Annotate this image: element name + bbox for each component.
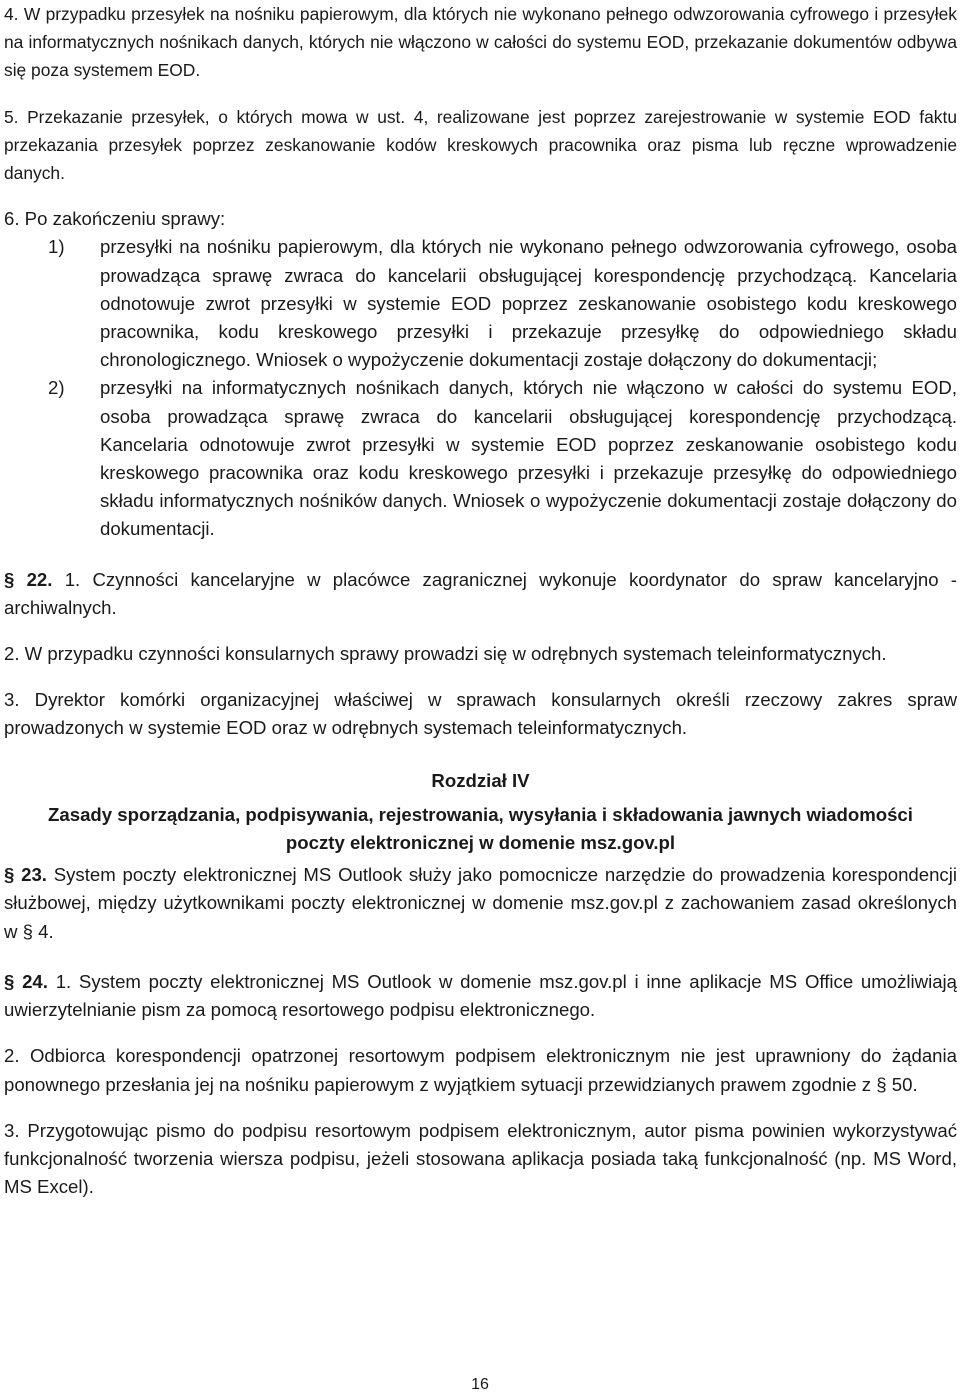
section-22-paragraph-1 <box>4 566 957 622</box>
section-24-paragraph-1 <box>4 968 957 1024</box>
section-mark: § 22. <box>4 568 53 590</box>
chapter-subtitle-line-1: Zasady sporządzania, podpisywania, rejestrowania, wysyłania i składowania jawnych wiadomości <box>48 803 913 825</box>
list-item <box>4 374 957 543</box>
list-item-number: 2) <box>48 377 65 399</box>
list-item-text: przesyłki na nośniku papierowym, dla których nie wykonano pełnego odwzorowania cyfrowego, osoba prowadząca sprawę zwraca do kancelarii obsługującej korespondencję przychodzącą. Kancelaria odnotowuje zwrot przesyłki w systemie EOD poprzez zeskanowanie osobistego kodu kreskowego pracownika, kodu kreskowego przesyłki i przekazuje przesyłkę do odpowiedniego składu chronologicznego. Wniosek o wypożyczenie dokumentacji zostaje dołączony do dokumentacji; <box>100 236 957 371</box>
document-page <box>4 0 957 1201</box>
paragraph-6-intro: 6. Po zakończeniu sprawy: <box>4 208 226 230</box>
page-number: 16 <box>471 1376 489 1393</box>
section-mark: § 24. <box>4 970 48 992</box>
chapter-subtitle-line-2: poczty elektronicznej w domenie msz.gov.pl <box>285 832 676 854</box>
section-22-paragraph-3: 3. Dyrektor komórki organizacyjnej właściwej w sprawach konsularnych określi rzeczowy zakres spraw prowadzonych w systemie EOD oraz w odrębnych systemach teleinformatycznych. <box>4 689 957 739</box>
section-text: System poczty elektronicznej MS Outlook służy jako pomocnicze narzędzie do prowadzenia korespondencji służbowej, między użytkownikami poczty elektronicznej w domenie msz.gov.pl z zachowaniem zasad określonych w § 4. <box>4 864 957 942</box>
list-item-text: przesyłki na informatycznych nośnikach danych, których nie włączono w całości do systemu EOD, osoba prowadząca sprawę zwraca do kancelarii obsługującej korespondencję przychodzącą. Kancelaria odnotowuje zwrot przesyłki w systemie EOD poprzez zeskanowanie osobistego kodu kreskowego pracownika oraz kodu kreskowego przesyłki i przekazuje przesyłkę do odpowiedniego składu informatycznych nośników danych. Wniosek o wypożyczenie dokumentacji zostaje dołączony do dokumentacji. <box>100 377 957 540</box>
chapter-title: Rozdział IV <box>431 769 530 791</box>
paragraph-5: 5. Przekazanie przesyłek, o których mowa w ust. 4, realizowane jest poprzez zarejestrowanie w systemie EOD faktu przekazania przesyłek poprzez zeskanowanie kodów kreskowych pracownika oraz pisma lub ręczne wprowadzenie danych. <box>4 106 957 184</box>
list-item <box>4 233 957 374</box>
paragraph-4: 4. W przypadku przesyłek na nośniku papierowym, dla których nie wykonano pełnego odwzorowania cyfrowego i przesyłek na informatycznych nośnikach danych, których nie włączono w całości do systemu EOD, przekazanie dokumentów odbywa się poza systemem EOD. <box>4 4 957 81</box>
section-24-paragraph-2: 2. Odbiorca korespondencji opatrzonej resortowym podpisem elektronicznym nie jest uprawniony do żądania ponownego przesłania jej na nośniku papierowym z wyjątkiem sytuacji przewidzianych prawem zgodnie z § 50. <box>4 1045 957 1095</box>
section-22-paragraph-2: 2. W przypadku czynności konsularnych sprawy prowadzi się w odrębnych systemach teleinformatycznych. <box>4 643 887 665</box>
section-text: 1. System poczty elektronicznej MS Outlook w domenie msz.gov.pl i inne aplikacje MS Office umożliwiają uwierzytelnianie pism za pomocą resortowego podpisu elektronicznego. <box>4 970 958 1021</box>
section-mark: § 23. <box>4 864 47 886</box>
section-text: 1. Czynności kancelaryjne w placówce zagranicznej wykonuje koordynator do spraw kancelaryjno - archiwalnych. <box>4 568 957 618</box>
list-item-number: 1) <box>48 236 65 258</box>
section-24-paragraph-3: 3. Przygotowując pismo do podpisu resortowym podpisem elektronicznym, autor pisma powinien wykorzystywać funkcjonalność tworzenia wiersza podpisu, jeżeli stosowana aplikacja posiada taką funkcjonalność (np. MS Word, MS Excel). <box>4 1119 957 1198</box>
section-23 <box>4 861 957 946</box>
